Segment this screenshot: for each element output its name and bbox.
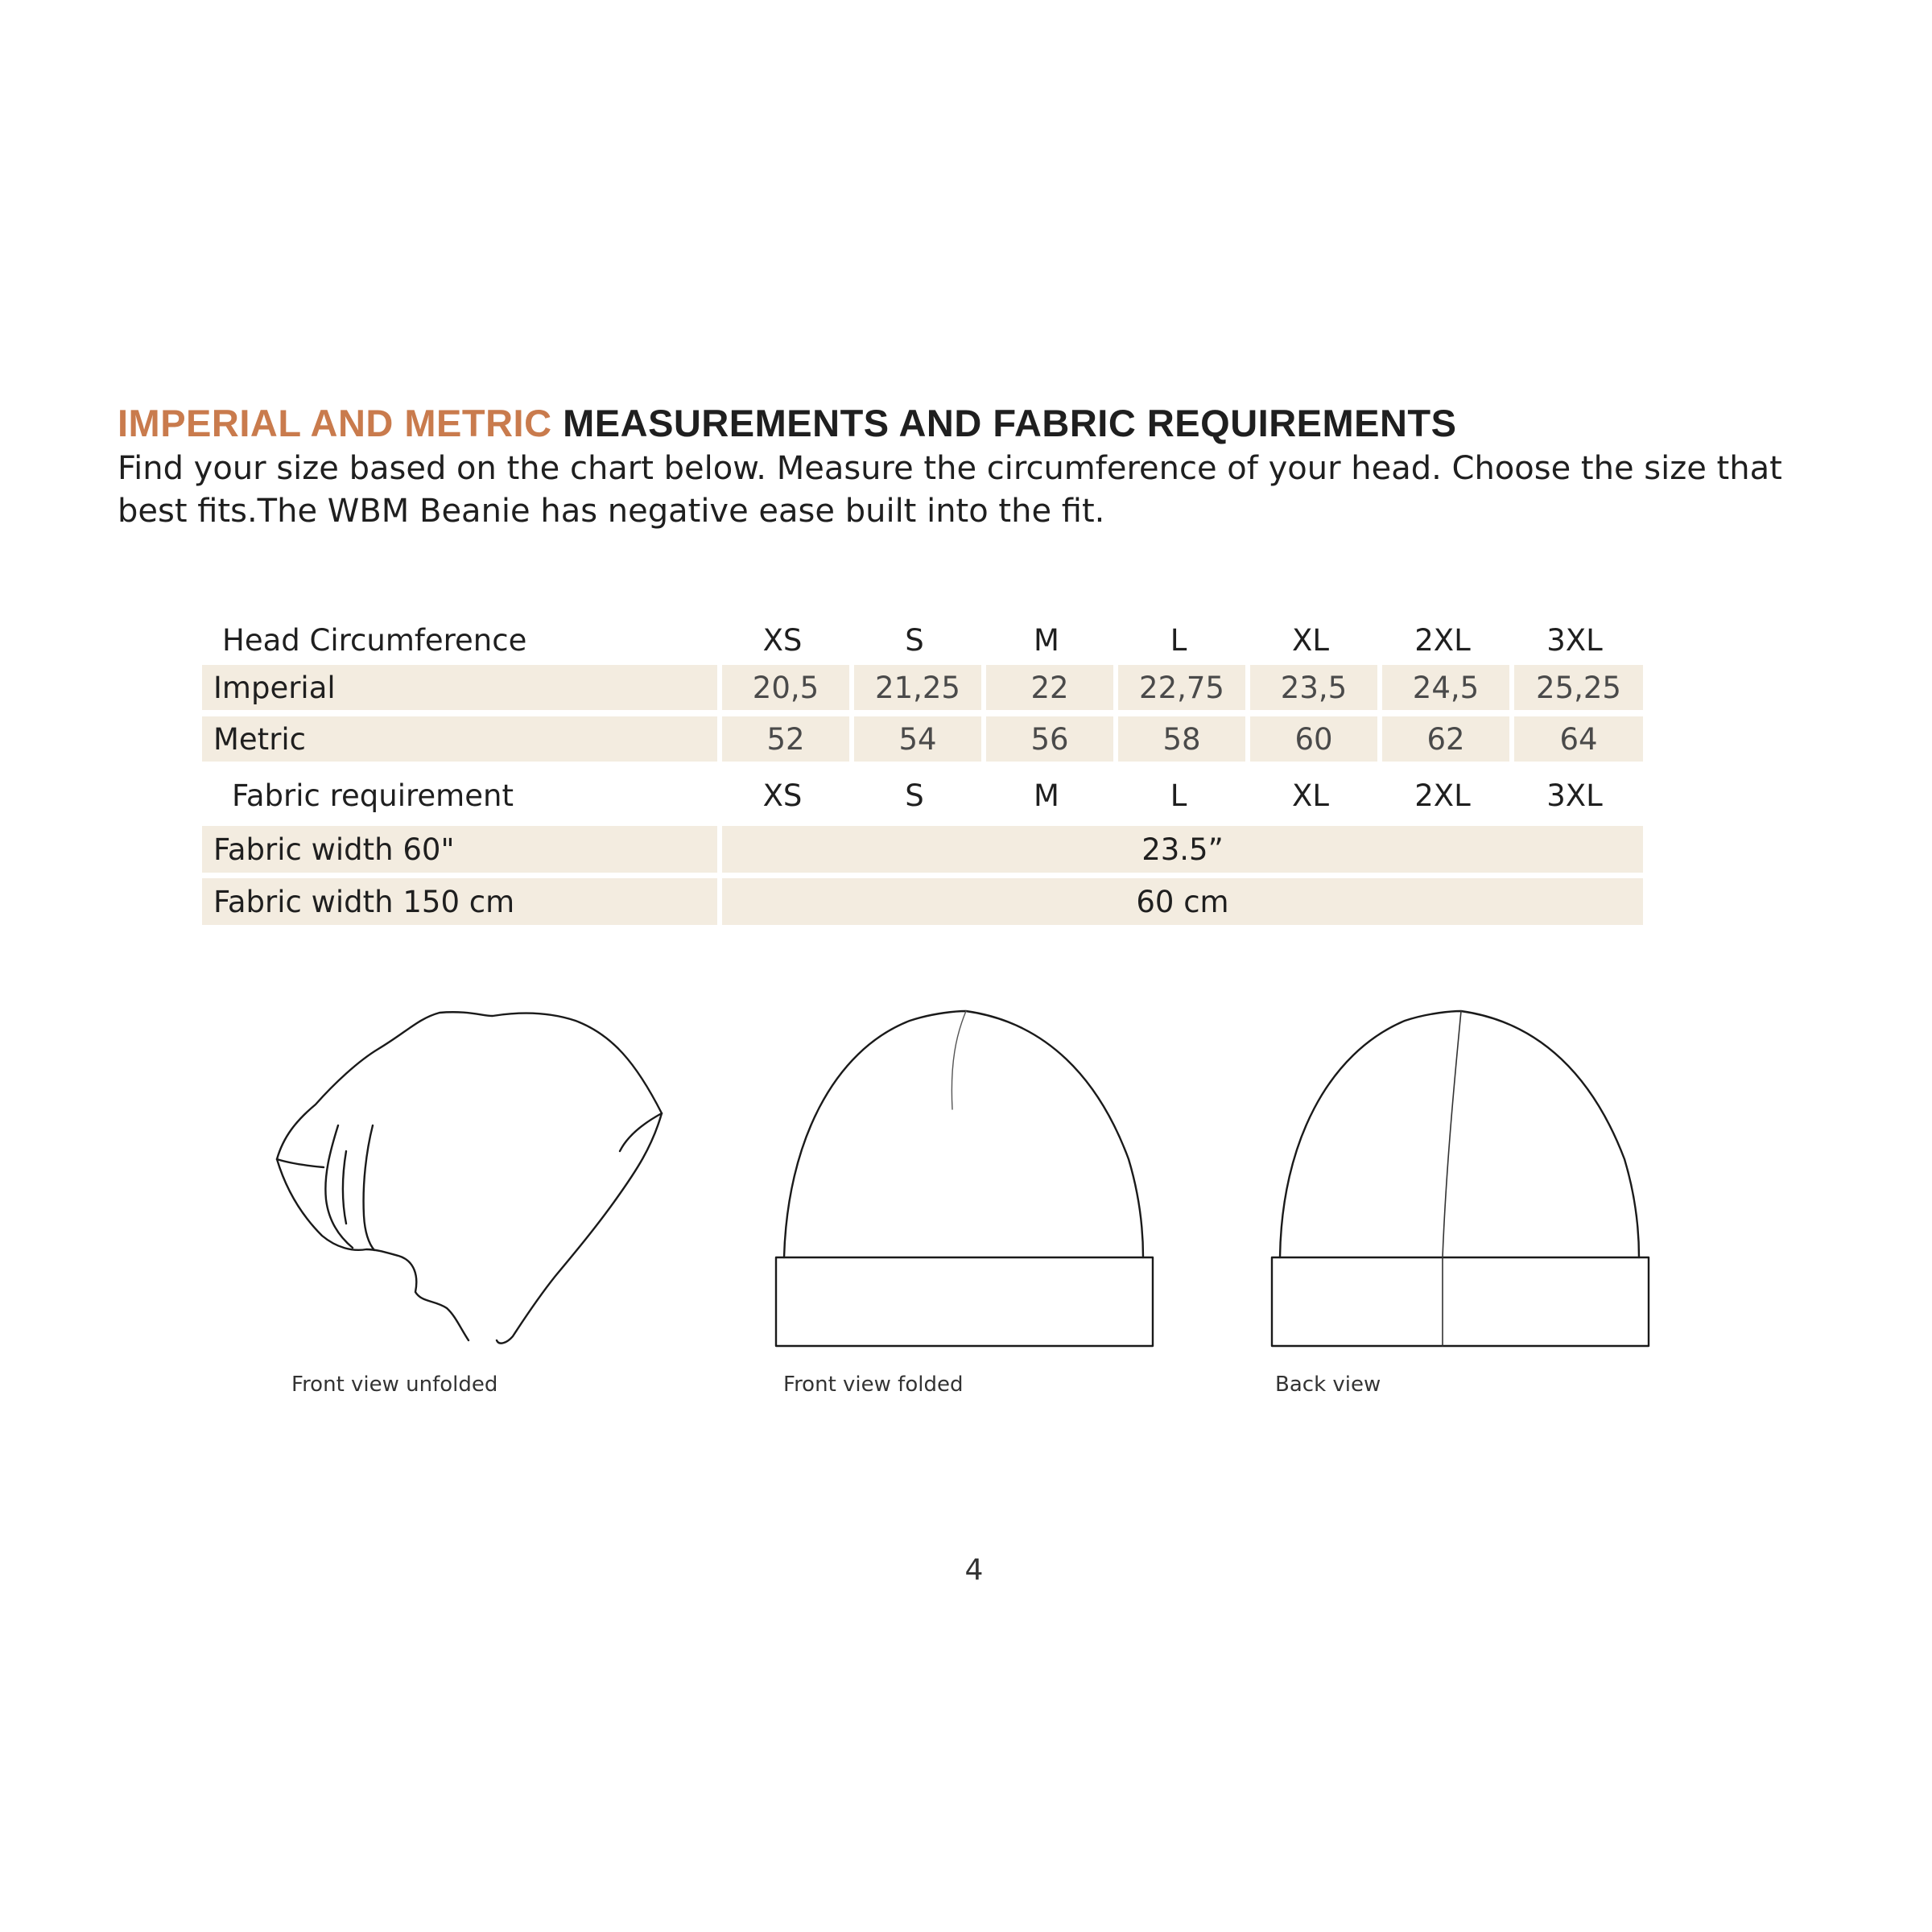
size-table-header: Head Circumference bbox=[222, 622, 527, 658]
fabric-size-col-header: XL bbox=[1292, 778, 1329, 813]
fabric-table-header: Fabric requirement bbox=[232, 778, 514, 813]
fabric-60in-label: Fabric width 60" bbox=[202, 826, 717, 873]
imperial-value: 20,5 bbox=[722, 665, 849, 710]
caption-front-unfolded: Front view unfolded bbox=[291, 1373, 498, 1397]
intro-paragraph: Find your size based on the chart below. Measure the circumference of your head. Choose the size that best fits.The WBM Beanie has negative ease built into the fit. bbox=[118, 450, 1782, 530]
metric-value: 52 bbox=[722, 716, 849, 762]
metric-value: 58 bbox=[1118, 716, 1245, 762]
imperial-value: 22 bbox=[986, 665, 1113, 710]
metric-value: 62 bbox=[1382, 716, 1509, 762]
heading-accent: IMPERIAL AND METRIC bbox=[118, 402, 552, 444]
metric-value: 56 bbox=[986, 716, 1113, 762]
page-number: 4 bbox=[964, 1554, 984, 1587]
size-col-header: L bbox=[1170, 622, 1187, 658]
beanie-unfolded-side-icon bbox=[277, 974, 662, 1343]
imperial-value: 23,5 bbox=[1250, 665, 1377, 710]
caption-back-view: Back view bbox=[1275, 1373, 1381, 1397]
metric-row-label: Metric bbox=[202, 716, 717, 762]
metric-value: 54 bbox=[854, 716, 981, 762]
size-col-header: S bbox=[905, 622, 924, 658]
imperial-row-label: Imperial bbox=[202, 665, 717, 710]
size-col-header: 2XL bbox=[1414, 622, 1471, 658]
imperial-value: 24,5 bbox=[1382, 665, 1509, 710]
size-col-header: M bbox=[1034, 622, 1059, 658]
size-col-header: 3XL bbox=[1546, 622, 1603, 658]
fabric-size-col-header: S bbox=[905, 778, 924, 813]
fabric-size-col-header: 2XL bbox=[1414, 778, 1471, 813]
size-col-header: XS bbox=[762, 622, 803, 658]
caption-front-folded: Front view folded bbox=[783, 1373, 964, 1397]
metric-value: 60 bbox=[1250, 716, 1377, 762]
imperial-value: 25,25 bbox=[1514, 665, 1643, 710]
fabric-size-col-header: L bbox=[1170, 778, 1187, 813]
fabric-size-col-header: XS bbox=[762, 778, 803, 813]
fabric-size-col-header: 3XL bbox=[1546, 778, 1603, 813]
fabric-150cm-value: 60 cm bbox=[722, 878, 1643, 925]
imperial-value: 22,75 bbox=[1118, 665, 1245, 710]
fabric-size-col-header: M bbox=[1034, 778, 1059, 813]
size-col-header: XL bbox=[1292, 622, 1329, 658]
metric-value: 64 bbox=[1514, 716, 1643, 762]
fabric-60in-value: 23.5” bbox=[722, 826, 1643, 873]
fabric-150cm-label: Fabric width 150 cm bbox=[202, 878, 717, 925]
imperial-value: 21,25 bbox=[854, 665, 981, 710]
beanie-folded-front-icon bbox=[776, 1011, 1153, 1346]
beanie-back-icon bbox=[1272, 1011, 1649, 1346]
heading-rest: MEASUREMENTS AND FABRIC REQUIREMENTS bbox=[563, 402, 1457, 444]
